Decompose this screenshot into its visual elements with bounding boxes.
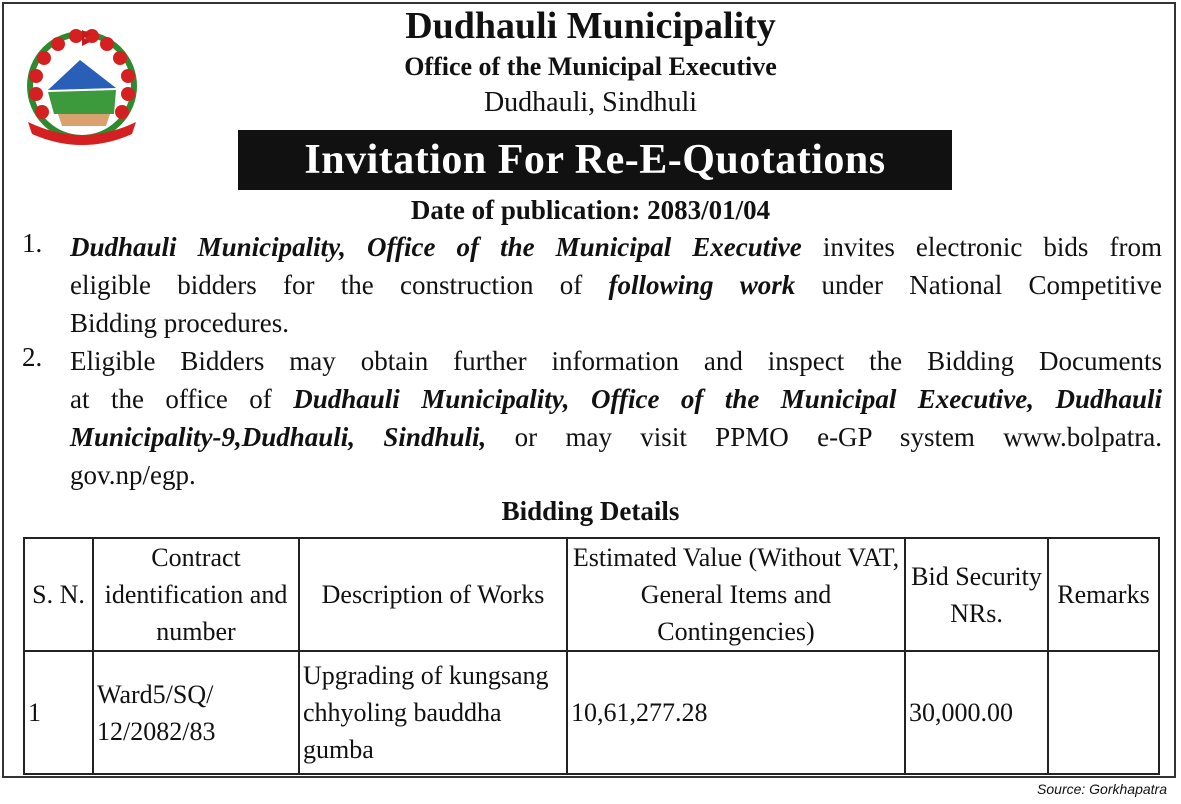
paragraph-number: 1. — [22, 228, 43, 258]
paragraph-number: 2. — [22, 342, 43, 372]
col-description: Description of Works — [299, 538, 567, 651]
cell-description: Upgrading of kungsang chhyoling bauddha gumba — [299, 651, 567, 774]
publication-date: Date of publication: 2083/01/04 — [410, 195, 771, 225]
col-bid-security: Bid Security NRs. — [905, 538, 1048, 651]
paragraph-1 — [22, 228, 1162, 342]
bidding-details-heading: Bidding Details — [501, 496, 680, 526]
paragraph-line — [70, 342, 1162, 380]
body-text: at the office of — [70, 384, 294, 414]
cell-estimated-value: 10,61,277.28 — [567, 651, 905, 774]
cell-bid-security: 30,000.00 — [905, 651, 1048, 774]
paragraph-2 — [22, 342, 1162, 494]
cell-remarks — [1048, 651, 1159, 774]
body-text: Eligible Bidders may obtain further information and inspect the Bidding Documents — [70, 346, 1162, 376]
body-text: eligible bidders for the construction of — [70, 270, 609, 300]
emphasis-text: Municipality-9,Dudhauli, Sindhuli, — [70, 422, 487, 452]
body-text: under National Competitive — [795, 270, 1162, 300]
paragraph-line — [70, 266, 1162, 304]
body-text: or may visit PPMO e-GP system www.bolpatra. — [486, 422, 1162, 452]
office-subtitle: Office of the Municipal Executive — [404, 52, 777, 81]
bidding-table — [23, 537, 1160, 775]
paragraph-line — [70, 304, 1162, 342]
paragraph-line — [70, 380, 1162, 418]
municipality-title: Dudhauli Municipality — [405, 5, 776, 47]
cell-sn: 1 — [24, 651, 93, 774]
col-sn: S. N. — [24, 538, 93, 651]
paragraph-line — [70, 418, 1162, 456]
body-text: invites electronic bids from — [801, 232, 1162, 262]
emphasis-text: Dudhauli Municipality, Office of the Municipal Executive — [70, 232, 802, 262]
body-text: Bidding procedures. — [70, 308, 289, 338]
cell-contract: Ward5/SQ/ 12/2082/83 — [93, 651, 299, 774]
source-credit: Source: Gorkhapatra — [1037, 781, 1167, 797]
table-header-row — [24, 538, 1159, 651]
notice-banner: Invitation For Re-E-Quotations — [238, 130, 952, 190]
body-text: gov.np/egp. — [70, 460, 196, 490]
paragraph-line — [70, 456, 1162, 494]
col-estimated-value: Estimated Value (Without VAT, General Items and Contingencies) — [567, 538, 905, 651]
paragraph-line — [70, 228, 1162, 266]
office-address: Dudhauli, Sindhuli — [483, 87, 698, 118]
table-row — [24, 651, 1159, 774]
col-remarks: Remarks — [1048, 538, 1159, 651]
emphasis-text: Dudhauli Municipality, Office of the Municipal Executive, Dudhauli — [293, 384, 1162, 414]
col-contract: Contract identification and number — [93, 538, 299, 651]
emphasis-text: following work — [608, 270, 796, 300]
